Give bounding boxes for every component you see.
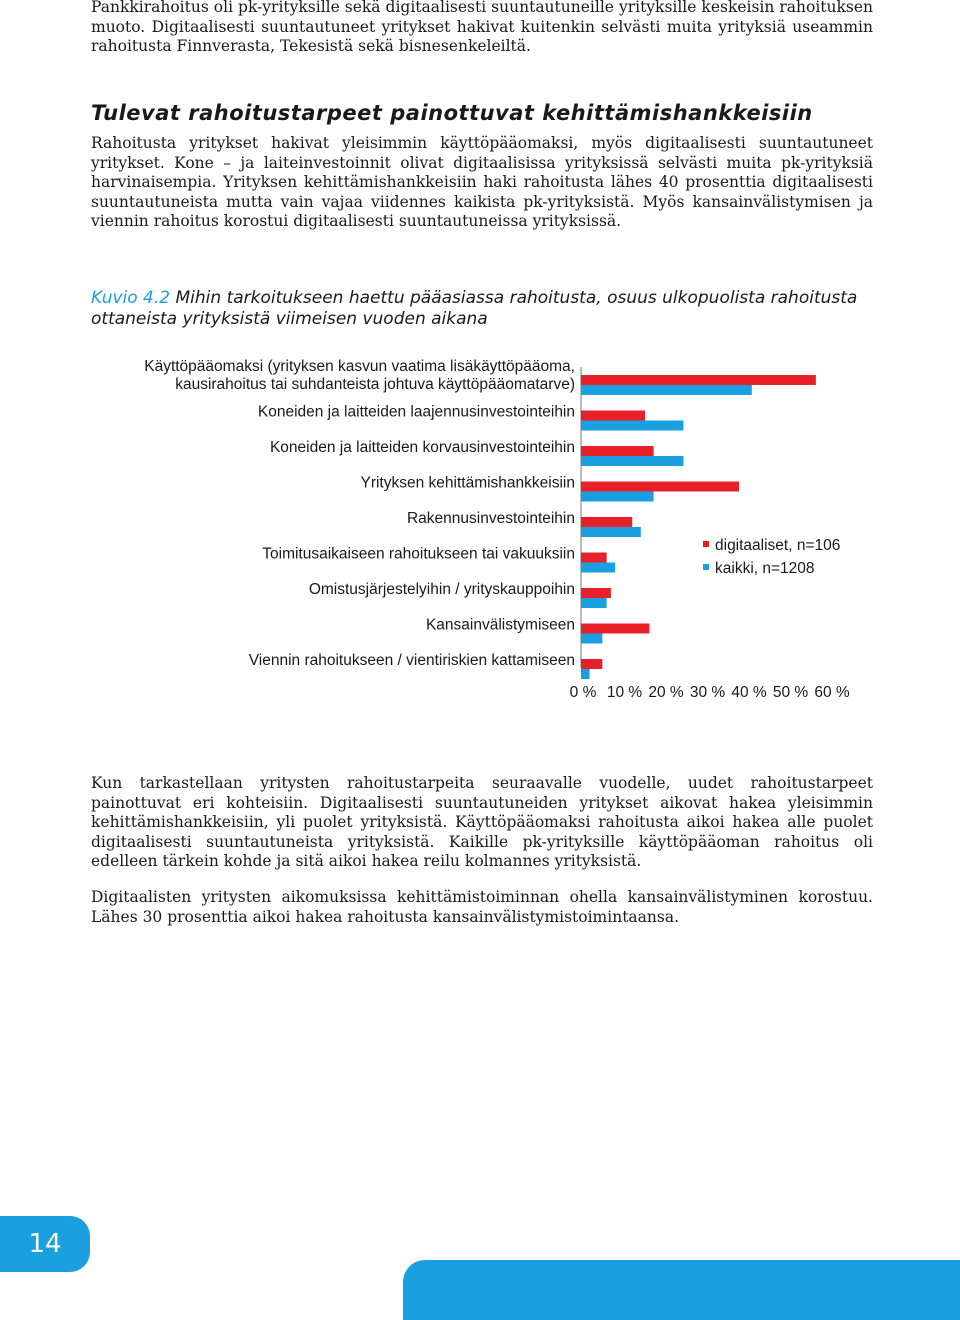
intro-paragraph: Pankkirahoitus oli pk-yrityksille sekä digitaalisesti suuntautuneille yrityksille keskeisin rahoituksen muoto. Digitaalisesti suuntautuneet yritykset hakivat kuitenkin selvästi muita yrityksiä useammin rahoitusta Finnverasta, Tekesistä sekä bisnesenkeleiltä. (91, 0, 873, 55)
category-label: Koneiden ja laitteiden laajennusinvestointeihin (257, 403, 575, 421)
bar-kaikki (581, 669, 590, 679)
bar-kaikki (581, 527, 641, 537)
category-label: Viennin rahoitukseen / vientiriskien kattamiseen (248, 652, 575, 669)
bar-digitaaliset (581, 375, 816, 385)
figure-caption (91, 288, 891, 330)
bar-digitaaliset (581, 588, 611, 598)
paragraph-3: Kun tarkastellaan yritysten rahoitustarpeita seuraavalle vuodelle, uudet rahoitustarpeet painottuvat eri kohteisiin. Digitaalisesti suuntautuneiden yritykset aikovat hakea yleisimmin kehittämishankkeisiin, yli puolet yrityksistä. Käyttöpääomaksi rahoitusta aikoi hakea alle puolet digitaalisesti suuntautuneista yrityksistä. Kaikille pk-yrityksille käyttöpääoman rahoitus oli edelleen tärkein kohde ja sitä aikoi hakea reilu kolmannes yrityksistä. (91, 774, 873, 870)
category-label: Rakennusinvestointeihin (406, 510, 575, 527)
legend-label: kaikki, n=1208 (715, 560, 815, 577)
category-label: Yrityksen kehittämishankkeisiin (360, 474, 575, 492)
figure-number: Kuvio 4.2 (91, 288, 171, 308)
category-label: Koneiden ja laitteiden korvausinvestointeihin (269, 439, 575, 456)
category-label: Toimitusaikaiseen rahoitukseen tai vakuuksiin (262, 545, 575, 563)
bar-kaikki (581, 634, 602, 644)
category-label: Käyttöpääomaksi (yrityksen kasvun vaatima lisäkäyttöpääoma, (144, 358, 575, 375)
section-paragraph: Rahoitusta yritykset hakivat yleisimmin käyttöpääomaksi, myös digitaalisesti suuntautuneet yritykset. Kone – ja laiteinvestoinnit olivat digitaalisissa yrityksissä selvästi muita pk-yrityksiä harvinaisempia. Yrityksen kehittämishankkeisiin haki rahoitusta lähes 40 prosenttia digitaalisesti suuntautuneista mutta vain vajaa viidennes kaikista pk-yrityksistä. Myös kansainvälistymisen ja viennin rahoitus korostui digitaalisesti suuntautuneissa yrityksissä. (91, 134, 873, 230)
legend-swatch (703, 541, 709, 547)
figure-title: Mihin tarkoitukseen haettu pääasiassa rahoitusta, osuus ulkopuolista rahoitusta ottaneista yrityksistä viimeisen vuoden aikana (91, 288, 858, 329)
bar-digitaaliset (581, 553, 607, 563)
bar-digitaaliset (581, 482, 739, 492)
bar-kaikki (581, 598, 607, 608)
x-tick-label: 50 % (772, 684, 809, 701)
bar-kaikki (581, 563, 615, 573)
bar-digitaaliset (581, 411, 645, 421)
bar-digitaaliset (581, 624, 649, 634)
bar-kaikki (581, 456, 683, 466)
page-number: 14 (28, 1229, 62, 1259)
legend-label: digitaaliset, n=106 (715, 537, 841, 554)
bar-chart (0, 355, 960, 715)
x-tick-label: 40 % (731, 684, 767, 701)
section-heading: Tulevat rahoitustarpeet painottuvat kehittämishankkeisiin (91, 101, 813, 125)
category-label: kausirahoitus tai suhdanteista johtuva käyttöpääomatarve) (175, 376, 575, 393)
bar-digitaaliset (581, 517, 632, 527)
legend-swatch (703, 564, 709, 570)
paragraph-4: Digitaalisten yritysten aikomuksissa kehittämistoiminnan ohella kansainvälistyminen korostuu. Lähes 30 prosenttia aikoi hakea rahoitusta kansainvälistymistoimintaansa. (91, 888, 873, 926)
x-tick-label: 0 % (569, 684, 597, 701)
bar-kaikki (581, 421, 683, 431)
category-label: Kansainvälistymiseen (425, 616, 575, 634)
x-tick-label: 10 % (606, 684, 643, 701)
category-label: Omistusjärjestelyihin / yrityskauppoihin (308, 581, 575, 598)
x-tick-label: 20 % (648, 684, 684, 701)
footer-band (403, 1260, 960, 1320)
x-tick-label: 60 % (814, 684, 850, 701)
bar-kaikki (581, 385, 752, 395)
bar-digitaaliset (581, 446, 654, 456)
bar-kaikki (581, 492, 654, 502)
page-number-tab (0, 1216, 90, 1272)
x-tick-label: 30 % (689, 684, 726, 701)
bar-digitaaliset (581, 659, 602, 669)
